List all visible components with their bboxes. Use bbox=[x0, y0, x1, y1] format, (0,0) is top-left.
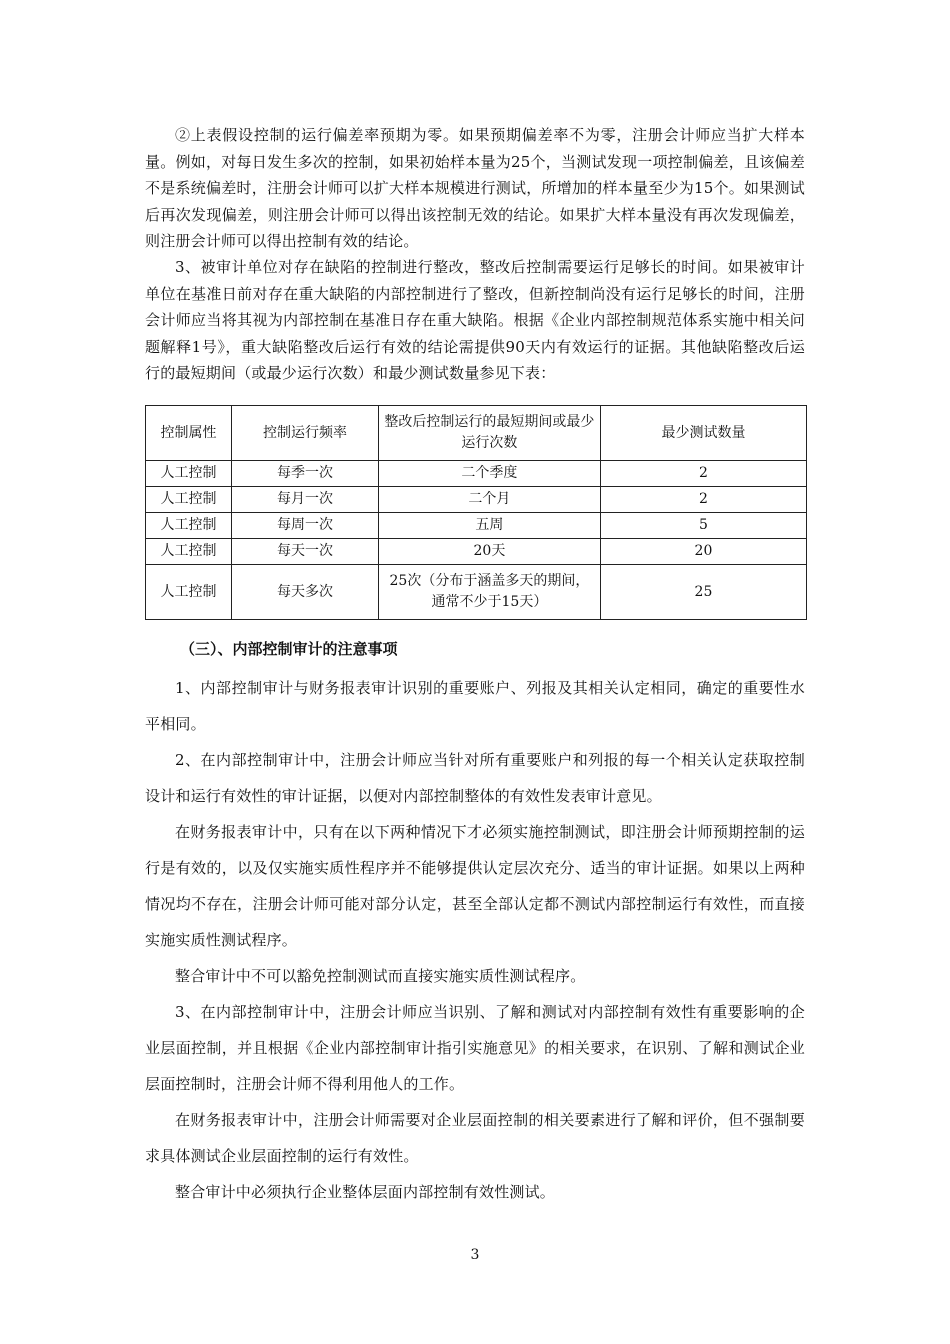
paragraph-entity-level: 在财务报表审计中，注册会计师需要对企业层面控制的相关要素进行了解和评价，但不强制要求具体测试企业层面控制的运行有效性。 bbox=[145, 1111, 805, 1165]
header-control-attribute: 控制属性 bbox=[146, 406, 232, 461]
cell-attribute: 人工控制 bbox=[146, 539, 232, 565]
remediation-table bbox=[145, 405, 807, 620]
paragraph-2: 2、在内部控制审计中，注册会计师应当针对所有重要账户和列报的每一个相关认定获取控制设计和运行有效性的审计证据，以便对内部控制整体的有效性发表审计意见。 bbox=[145, 751, 805, 805]
table-row bbox=[146, 487, 807, 513]
cell-min-tests: 25 bbox=[600, 565, 806, 620]
header-min-tests: 最少测试数量 bbox=[600, 406, 806, 461]
cell-min-tests: 2 bbox=[600, 487, 806, 513]
paragraph-3: 3、在内部控制审计中，注册会计师应当识别、了解和测试对内部控制有效性有重要影响的企业层面控制，并且根据《企业内部控制审计指引实施意见》的相关要求，在识别、了解和测试企业层面控制时，注册会计师不得利用他人的工作。 bbox=[145, 1003, 805, 1093]
paragraph-fs-audit: 在财务报表审计中，只有在以下两种情况下才必须实施控制测试，即注册会计师预期控制的运行是有效的，以及仅实施实质性程序并不能够提供认定层次充分、适当的审计证据。如果以上两种情况均不存在，注册会计师可能对部分认定，甚至全部认定都不测试内部控制运行有效性，而直接实施实质性测试程序。 bbox=[145, 823, 805, 949]
cell-frequency: 每季一次 bbox=[231, 461, 378, 487]
table-row bbox=[146, 539, 807, 565]
table-row bbox=[146, 513, 807, 539]
cell-min-period: 20天 bbox=[378, 539, 600, 565]
cell-min-period: 五周 bbox=[378, 513, 600, 539]
cell-min-tests: 5 bbox=[600, 513, 806, 539]
paragraph-integrated-2: 整合审计中必须执行企业整体层面内部控制有效性测试。 bbox=[175, 1183, 556, 1201]
cell-min-period: 二个季度 bbox=[378, 461, 600, 487]
header-frequency: 控制运行频率 bbox=[231, 406, 378, 461]
cell-attribute: 人工控制 bbox=[146, 565, 232, 620]
header-min-period: 整改后控制运行的最短期间或最少运行次数 bbox=[378, 406, 600, 461]
cell-attribute: 人工控制 bbox=[146, 461, 232, 487]
cell-min-tests: 20 bbox=[600, 539, 806, 565]
paragraph-remediation: 3、被审计单位对存在缺陷的控制进行整改，整改后控制需要运行足够长的时间。如果被审计单位在基准日前对存在重大缺陷的内部控制进行了整改，但新控制尚没有运行足够长的时间，注册会计师应当将其视为内部控制在基准日存在重大缺陷。根据《企业内部控制规范体系实施中相关问题解释1号》，重大缺陷整改后运行有效的结论需提供90天内有效运行的证据。其他缺陷整改后运行的最短期间（或最少运行次数）和最少测试数量参见下表： bbox=[145, 258, 805, 382]
cell-min-period: 25次（分布于涵盖多天的期间，通常不少于15天） bbox=[378, 565, 600, 620]
cell-attribute: 人工控制 bbox=[146, 487, 232, 513]
cell-frequency: 每周一次 bbox=[231, 513, 378, 539]
cell-min-tests: 2 bbox=[600, 461, 806, 487]
table-header-row bbox=[146, 406, 807, 461]
paragraph-integrated-1: 整合审计中不可以豁免控制测试而直接实施实质性测试程序。 bbox=[175, 967, 586, 985]
paragraph-1: 1、内部控制审计与财务报表审计识别的重要账户、列报及其相关认定相同，确定的重要性水平相同。 bbox=[145, 679, 805, 733]
table-row bbox=[146, 461, 807, 487]
cell-frequency: 每月一次 bbox=[231, 487, 378, 513]
paragraph-sample-deviation: ②上表假设控制的运行偏差率预期为零。如果预期偏差率不为零，注册会计师应当扩大样本量。例如，对每日发生多次的控制，如果初始样本量为25个，当测试发现一项控制偏差，且该偏差不是系统偏差时，注册会计师可以扩大样本规模进行测试，所增加的样本量至少为15个。如果测试后再次发现偏差，则注册会计师可以得出该控制无效的结论。如果扩大样本量没有再次发现偏差，则注册会计师可以得出控制有效的结论。 bbox=[145, 126, 805, 250]
cell-min-period: 二个月 bbox=[378, 487, 600, 513]
page-number: 3 bbox=[470, 1247, 480, 1263]
cell-frequency: 每天多次 bbox=[231, 565, 378, 620]
cell-attribute: 人工控制 bbox=[146, 513, 232, 539]
cell-frequency: 每天一次 bbox=[231, 539, 378, 565]
section-heading: （三）、内部控制审计的注意事项 bbox=[180, 640, 398, 658]
table-row bbox=[146, 565, 807, 620]
